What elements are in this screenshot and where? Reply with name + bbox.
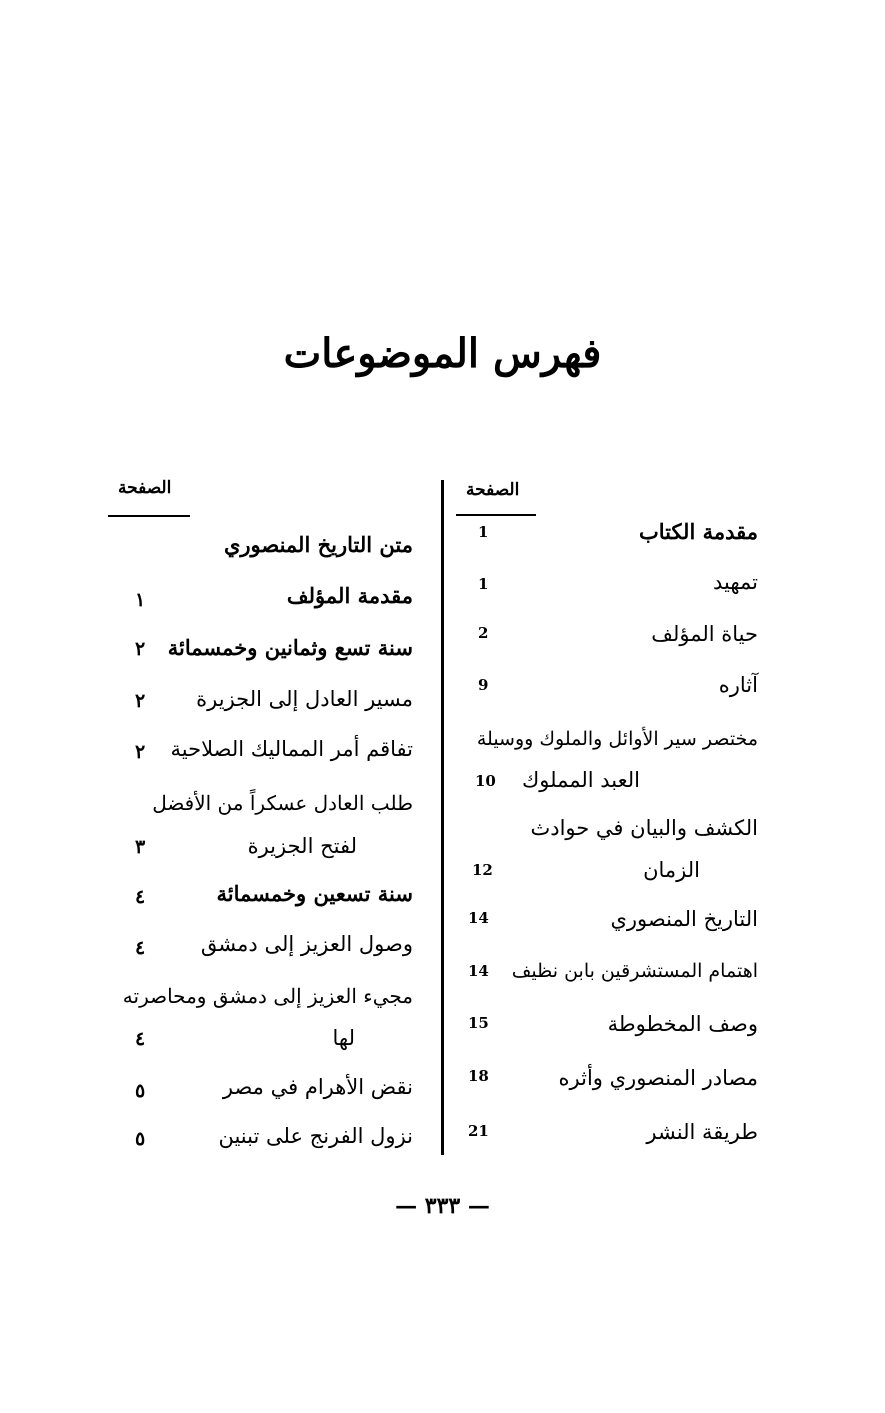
left-entry-page: ١ (135, 589, 146, 611)
right-entry-page: 2 (478, 624, 489, 642)
left-entry-title: نزول الفرنج على تبنين (218, 1124, 413, 1148)
right-entry-page: 14 (468, 909, 489, 927)
left-entry-title: سنة تسع وثمانين وخمسمائة (167, 635, 413, 660)
page-number: — ٣٣٣ — (395, 1193, 490, 1219)
left-entry-title: مجيء العزيز إلى دمشق ومحاصرته (122, 984, 413, 1008)
right-entry-title: اهتمام المستشرقين بابن نظيف (511, 960, 758, 982)
right-header-rule (456, 514, 536, 516)
right-entry-title: الكشف والبيان في حوادث (530, 816, 758, 840)
right-entry-title: مختصر سير الأوائل والملوك ووسيلة (476, 728, 758, 750)
left-entry-page: ٤ (135, 1028, 146, 1050)
left-section-heading: متن التاريخ المنصوري (223, 532, 413, 557)
right-entry-page: 15 (468, 1014, 489, 1032)
right-entry-page: 9 (478, 676, 489, 694)
left-entry-title: نقض الأهرام في مصر (222, 1075, 413, 1099)
column-divider (441, 480, 444, 1155)
left-entry-title: مسير العادل إلى الجزيرة (196, 687, 413, 711)
left-entry-page: ٢ (135, 690, 146, 712)
left-entry-title-continued: لفتح الجزيرة (247, 834, 357, 858)
right-entry-title: حياة المؤلف (651, 622, 758, 646)
left-entry-page: ٢ (135, 638, 146, 660)
right-column-page-header: الصفحة (466, 480, 520, 500)
left-entry-page: ٥ (135, 1080, 146, 1102)
left-header-rule (108, 515, 190, 517)
right-entry-page: 18 (468, 1067, 489, 1085)
left-entry-page: ٤ (135, 937, 146, 959)
left-column-page-header: الصفحة (118, 478, 172, 498)
right-entry-title: تمهيد (712, 570, 758, 594)
right-entry-title: مقدمة الكتاب (638, 519, 758, 544)
left-entry-title: وصول العزيز إلى دمشق (200, 932, 413, 956)
left-entry-title: سنة تسعين وخمسمائة (216, 881, 413, 906)
left-entry-page: ٤ (135, 886, 146, 908)
left-entry-title: مقدمة المؤلف (286, 583, 413, 608)
left-entry-title: طلب العادل عسكراً من الأفضل (152, 791, 413, 815)
left-entry-title: تفاقم أمر المماليك الصلاحية (170, 737, 413, 761)
right-entry-page: 1 (478, 523, 489, 541)
right-entry-title: آثاره (718, 673, 758, 697)
left-entry-page: ٥ (135, 1128, 146, 1150)
right-entry-title: طريقة النشر (646, 1120, 758, 1144)
right-entry-page: 10 (475, 772, 496, 790)
left-entry-page: ٣ (135, 836, 146, 858)
right-entry-title: التاريخ المنصوري (610, 907, 758, 931)
page-title: فهرس الموضوعات (283, 330, 602, 377)
right-entry-page: 1 (478, 575, 489, 593)
left-entry-page: ٢ (135, 741, 146, 763)
right-entry-title-continued: العبد المملوك (521, 768, 640, 792)
right-entry-title-continued: الزمان (643, 858, 700, 882)
right-entry-title: وصف المخطوطة (607, 1012, 758, 1036)
right-entry-title: مصادر المنصوري وأثره (558, 1066, 758, 1090)
right-entry-page: 12 (472, 861, 493, 879)
right-entry-page: 21 (468, 1122, 489, 1140)
left-entry-title-continued: لها (332, 1026, 355, 1050)
right-entry-page: 14 (468, 962, 489, 980)
